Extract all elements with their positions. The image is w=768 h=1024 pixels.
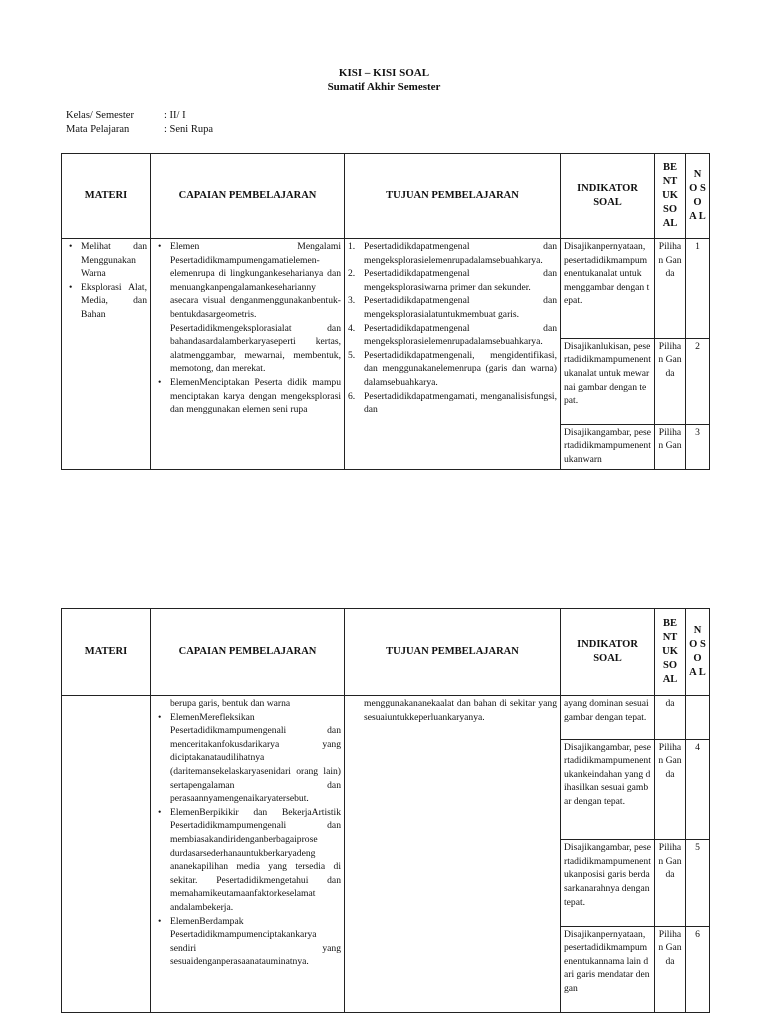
indikator-cell: Disajikangambar, pesertadidikmampumenentukankeindahan yang dihasilkan sesuai gambar dengan tepat. — [561, 739, 655, 840]
tujuan-continuation: menggunakananekaalat dan bahan di sekitar yang sesuaiuntukkeperluankaryanya. — [364, 698, 557, 723]
no-cell — [686, 696, 710, 740]
bentuk-cell: Pilihan Ganda — [655, 338, 686, 424]
capaian-lead: berupa garis, bentuk dan warna — [170, 698, 291, 709]
list-item: 5. Pesertadidikdapatmengenali, mengidentifikasi, dan menggunakanelemenrupa (garis dan warna) dalamsebuahkarya. — [348, 349, 557, 388]
no-cell: 3 — [686, 424, 710, 469]
document-subtitle: Sumatif Akhir Semester — [327, 81, 441, 93]
header-tujuan: TUJUAN PEMBELAJARAN — [345, 154, 561, 239]
header-bentuk-soal: BE NT UK SO AL — [655, 154, 686, 239]
list-item: 3. Pesertadidikdapatmengenal dan mengeksplorasialatuntukmembuat garis. — [348, 295, 557, 320]
header-no-soal: N O S O A L — [686, 609, 710, 696]
list-item: • ElemenBerpikikir dan BekerjaArtistik Pesertadidikmampumengenali dan membiasakandiridenganberbagaiprose durdasarsederhanauntukberkaryadeng ananekapilihan media yang tersedia di sekitar. Pesertadidikmengetahui dan memahamikeutamaanfaktorkeselamat andalambekerja. — [170, 806, 341, 915]
list-item: • ElemenBerdampak Pesertadidikmampumenciptakankarya sendiri yang sesuaidenganperasaanatauminatnya. — [170, 915, 341, 969]
header-indikator: INDIKATOR SOAL — [561, 154, 655, 239]
no-cell: 5 — [686, 840, 710, 926]
meta-label: Kelas/ Semester — [66, 110, 134, 121]
header-capaian: CAPAIAN PEMBELAJARAN — [151, 154, 345, 239]
list-item: • Elemen Mengalami Pesertadidikmampumengamatielemen-elemenrupa di lingkungankeseharianya dan menuangkanpengalamankeseharianny asecara visual denganmenggunakanbentuk-bentukdasargeometris. Pesertadidikmengeksplorasialat dan bahandasardalamberkaryaseperti kertas, alatmenggambar, mewarnai, membentuk, memotong, dan merekat. — [170, 240, 341, 376]
list-item: • ElemenMenciptakan Peserta didik mampu menciptakan karya dengan mengeksplorasi dan menggunakan elemen seni rupa — [170, 376, 341, 417]
table-row — [62, 239, 710, 339]
list-item: 1. Pesertadidikdapatmengenal dan mengeksplorasielemenrupadalamsebuahkarya. — [348, 241, 557, 266]
meta-label: Mata Pelajaran — [66, 124, 130, 135]
header-materi: MATERI — [62, 609, 151, 696]
bentuk-cell: Pilihan Ganda — [655, 739, 686, 840]
indikator-cell: Disajikanpernyataan, pesertadidikmampumenentukanalat untuk menggambar dengan tepat. — [561, 239, 655, 339]
no-cell: 6 — [686, 926, 710, 1012]
kisi-table-2 — [61, 608, 710, 1013]
bentuk-cell: Pilihan Ganda — [655, 926, 686, 1012]
meta-kelas — [66, 110, 186, 121]
kisi-table-1 — [61, 153, 710, 470]
materi-cell — [62, 239, 151, 470]
no-cell: 4 — [686, 739, 710, 840]
indikator-cell: Disajikanpernyataan, pesertadidikmampumenentukannama lain dari garis mendatar dengan — [561, 926, 655, 1012]
bentuk-cell: Pilihan Gan — [655, 424, 686, 469]
meta-mapel — [66, 124, 213, 135]
list-item: 2. Pesertadidikdapatmengenal dan mengeksplorasiwarna primer dan sekunder. — [348, 268, 557, 293]
tujuan-cell — [345, 239, 561, 470]
list-item: 6. Pesertadidikdapatmengamati, menganalisisfungsi, dan — [348, 390, 557, 416]
table-header-row — [62, 609, 710, 696]
list-item: • Melihat dan Menggunakan Warna — [81, 240, 147, 281]
header-capaian: CAPAIAN PEMBELAJARAN — [151, 609, 345, 696]
bentuk-cell: Pilihan Ganda — [655, 840, 686, 926]
header-no-soal: N O S O A L — [686, 154, 710, 239]
tujuan-cell — [345, 696, 561, 1013]
list-item: 4. Pesertadidikdapatmengenal dan mengeksplorasielemenrupadalamsebuahkarya. — [348, 322, 557, 348]
indikator-cell: Disajikangambar, pesertadidikmampumenentukanwarn — [561, 424, 655, 469]
header-indikator: INDIKATOR SOAL — [561, 609, 655, 696]
table-header-row — [62, 154, 710, 239]
indikator-cell: ayang dominan sesuai gambar dengan tepat. — [561, 696, 655, 740]
indikator-cell: Disajikangambar, pesertadidikmampumenentukanposisi garis berdasarkanarahnya dengan tepat. — [561, 840, 655, 926]
document-title: KISI – KISI SOAL — [338, 67, 430, 79]
indikator-cell: Disajikanlukisan, pesertadidikmampumenentukanalat untuk mewarnai gambar dengan tepat. — [561, 338, 655, 424]
capaian-cell — [151, 239, 345, 470]
header-bentuk-soal: BE NT UK SO AL — [655, 609, 686, 696]
header-tujuan: TUJUAN PEMBELAJARAN — [345, 609, 561, 696]
capaian-cell — [151, 696, 345, 1013]
no-cell: 2 — [686, 338, 710, 424]
meta-value: : Seni Rupa — [164, 124, 213, 135]
list-item: • Eksplorasi Alat, Media, dan Bahan — [81, 281, 147, 322]
bentuk-cell: da — [655, 696, 686, 740]
materi-cell — [62, 696, 151, 1013]
no-cell: 1 — [686, 239, 710, 339]
meta-value: : II/ I — [164, 110, 186, 121]
table-row — [62, 696, 710, 740]
list-item: • ElemenMerefleksikan Pesertadidikmampumengenali dan menceritakanfokusdarikarya yang diciptakanataudilihatnya (daritemansekelaskaryasenidari orang lain) sertapengalaman dan perasaannyamengenaikaryatersebut. — [170, 711, 341, 806]
bentuk-cell: Pilihan Ganda — [655, 239, 686, 339]
header-materi: MATERI — [62, 154, 151, 239]
